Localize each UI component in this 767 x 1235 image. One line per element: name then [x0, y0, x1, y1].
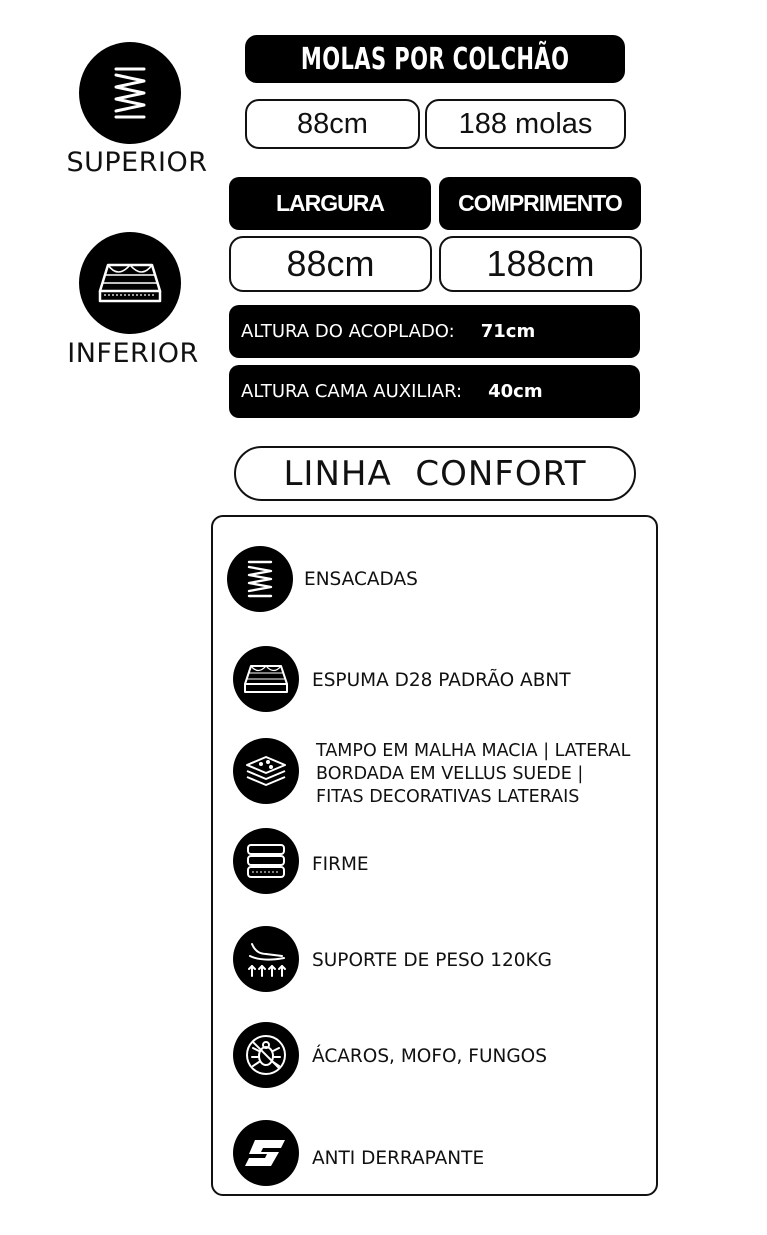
spring-icon [227, 546, 293, 612]
foam-mattress-icon [233, 646, 299, 712]
largura-header [229, 177, 431, 230]
feature-anti-derrapante: ANTI DERRAPANTE [312, 1148, 485, 1169]
molas-width-value: 88cm [297, 107, 368, 140]
comprimento-value-box [439, 236, 642, 292]
feature-firme: FIRME [312, 854, 369, 875]
linha-confort-text: LINHA CONFORT [283, 453, 587, 494]
feature-acaros: ÁCAROS, MOFO, FUNGOS [312, 1046, 547, 1067]
feature-ensacadas: ENSACADAS [304, 569, 418, 590]
feature-suporte-peso: SUPORTE DE PESO 120KG [312, 950, 553, 971]
feature-tampo-line1: TAMPO EM MALHA MACIA | LATERAL [316, 741, 631, 761]
molas-count-box [425, 99, 626, 149]
feature-tampo-line2: BORDADA EM VELLUS SUEDE | [316, 764, 584, 784]
firm-mattress-icon [233, 828, 299, 894]
largura-label: LARGURA [276, 190, 384, 216]
altura-acoplado-label: ALTURA DO ACOPLADO: [241, 321, 455, 342]
altura-acoplado-value: 71cm [480, 321, 536, 342]
molas-title: MOLAS POR COLCHÃO [300, 41, 570, 77]
anti-mite-icon [233, 1022, 299, 1088]
altura-auxiliar-value: 40cm [488, 381, 543, 402]
comprimento-header [439, 177, 641, 230]
superior-spring-icon [79, 42, 181, 144]
largura-value-box [229, 236, 432, 292]
altura-auxiliar-bar [229, 365, 640, 418]
fabric-layers-icon [233, 738, 299, 804]
weight-support-icon [233, 926, 299, 992]
superior-label: SUPERIOR [66, 147, 208, 178]
feature-espuma: ESPUMA D28 PADRÃO ABNT [312, 670, 571, 691]
molas-title-bar [245, 35, 625, 83]
molas-count-value: 188 molas [458, 107, 593, 140]
linha-confort-badge [234, 446, 636, 501]
inferior-mattress-icon [79, 232, 181, 334]
comprimento-label: COMPRIMENTO [458, 190, 622, 216]
altura-acoplado-bar [229, 305, 640, 358]
comprimento-value: 188cm [486, 243, 595, 284]
inferior-label: INFERIOR [67, 338, 199, 369]
altura-auxiliar-label: ALTURA CAMA AUXILIAR: [241, 381, 463, 402]
anti-slip-icon [233, 1120, 299, 1186]
feature-tampo-line3: FITAS DECORATIVAS LATERAIS [316, 787, 580, 807]
molas-width-box [245, 99, 420, 149]
feature-tampo [316, 740, 630, 809]
largura-value: 88cm [286, 243, 375, 284]
